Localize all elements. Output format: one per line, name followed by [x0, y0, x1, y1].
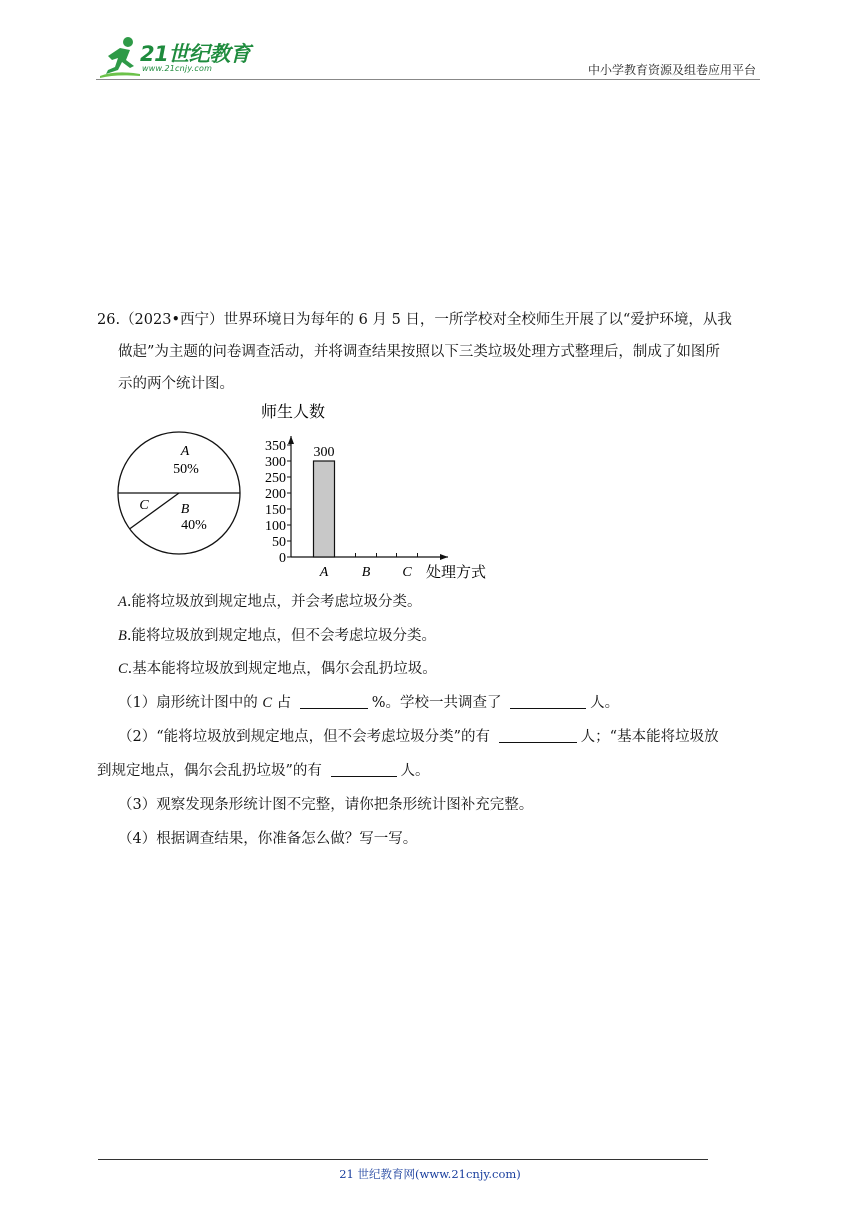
option-a-letter: A: [118, 594, 127, 610]
q2-text-d: 人。: [400, 763, 430, 779]
bar-y-tick-label-50: 50: [272, 535, 286, 550]
bar-y-axis-arrow: [288, 436, 294, 444]
q2-text-b: 人；“基本能将垃圾放: [580, 729, 719, 745]
q1-variable: C: [262, 695, 273, 711]
option-b-text: .能将垃圾放到规定地点，但不会考虑垃圾分类。: [126, 628, 436, 644]
bar-category-label-a: A: [319, 565, 329, 580]
logo-url: www.21cnjy.com: [142, 64, 213, 73]
option-b: [118, 624, 436, 645]
option-b-letter: B: [118, 628, 127, 644]
statistics-figures: [110, 398, 510, 592]
pie-slice-label-a: A: [180, 444, 190, 459]
q1-text-c: %。学校一共调查了: [371, 695, 502, 711]
q1-percent-blank[interactable]: [300, 694, 368, 709]
q2-text-a: （2）“能将垃圾放到规定地点，但不会考虑垃圾分类”的有: [118, 729, 491, 745]
header-divider: [96, 79, 760, 80]
page-footer: 21 世纪教育网(www.21cnjy.com): [339, 1167, 521, 1181]
bar-y-tick-label-350: 350: [265, 439, 286, 454]
logo-wordmark: 21世纪教育: [140, 42, 251, 66]
subquestion-3: （3）观察发现条形统计图不完整，请你把条形统计图补充完整。: [118, 797, 534, 813]
bar-category-label-b: B: [361, 565, 371, 580]
option-a-text: .能将垃圾放到规定地点，并会考虑垃圾分类。: [126, 594, 422, 610]
bar-y-tick-label-150: 150: [265, 503, 286, 518]
question-stem: [97, 304, 763, 400]
q1-text-a: （1）扇形统计图中的: [118, 695, 258, 711]
bar-y-tick-label-250: 250: [265, 471, 286, 486]
site-logo: [96, 34, 266, 80]
option-a: [118, 590, 421, 611]
option-c-letter: C: [118, 661, 128, 677]
subquestion-2: [118, 725, 719, 746]
question-line-3: 示的两个统计图。: [118, 376, 234, 392]
subquestion-4: （4）根据调查结果，你准备怎么做？写一写。: [118, 831, 418, 847]
q1-total-blank[interactable]: [510, 694, 586, 709]
q2-c-count-blank[interactable]: [331, 762, 397, 777]
pie-slice-value-b: 40%: [181, 518, 207, 533]
bar-value-label-a: 300: [313, 445, 335, 460]
subquestion-1: [118, 691, 619, 712]
q2-b-count-blank[interactable]: [499, 728, 577, 743]
question-line-2: 做起”为主题的问卷调查活动，并将调查结果按照以下三类垃圾处理方式整理后，制成了如图所: [118, 344, 720, 360]
pie-divider-bc: [130, 493, 179, 529]
question-line-1: [97, 304, 763, 336]
bar-y-axis-title: 师生人数: [261, 404, 326, 421]
question-number: 26.: [97, 312, 121, 328]
charts-svg: [110, 398, 510, 588]
bar-y-tick-label-300: 300: [265, 455, 286, 470]
pie-slice-label-c: C: [139, 498, 149, 513]
bar-x-axis-arrow: [440, 554, 448, 560]
q1-text-b: 占: [276, 695, 292, 711]
option-c-text: .基本能将垃圾放到规定地点，偶尔会乱扔垃圾。: [127, 661, 437, 677]
bar-y-tick-label-0: 0: [279, 551, 286, 566]
page-header: [96, 34, 760, 82]
question-source: （2023•西宁）: [120, 312, 224, 328]
option-c: [118, 657, 437, 678]
bar-y-tick-label-100: 100: [265, 519, 286, 534]
pie-slice-label-b: B: [180, 502, 190, 517]
q2-text-c: 到规定地点，偶尔会乱扔垃圾”的有: [97, 763, 322, 779]
bar-x-axis-title: 处理方式: [426, 565, 487, 581]
q1-text-d: 人。: [590, 695, 620, 711]
bar-y-tick-label-200: 200: [265, 487, 286, 502]
pie-slice-value-a: 50%: [173, 462, 199, 477]
runner-logo-icon: [96, 34, 144, 80]
header-tagline: 中小学教育资源及组卷应用平台: [587, 63, 756, 77]
footer-divider: [98, 1159, 708, 1160]
question-text-1: 世界环境日为每年的 6 月 5 日，一所学校对全校师生开展了以“爱护环境，从我: [223, 312, 732, 328]
bar-category-label-c: C: [402, 565, 412, 580]
bar-a: [314, 461, 335, 557]
subquestion-2-cont: [97, 759, 430, 780]
